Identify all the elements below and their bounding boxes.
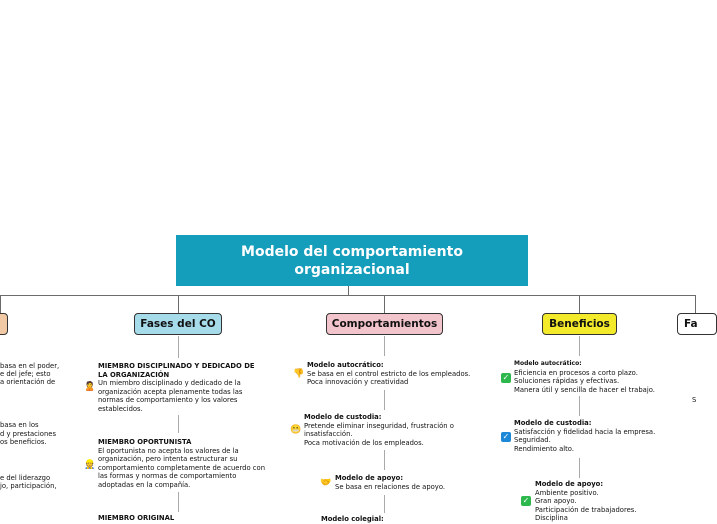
beneficio-node-1[interactable]: Modelo autocrático: Eficiencia en procesos a corto plazo. Soluciones rápidas y efectivas. Manera útil y sencilla de hacer el trabajo. (514, 360, 655, 394)
green-check-icon: ✓ (502, 373, 510, 382)
beneficio-node-2[interactable]: Modelo de custodia: Satisfacción y fidelidad hacia la empresa. Seguridad. Rendimiento alto. (514, 419, 656, 453)
left-fragment: d y prestaciones (0, 430, 56, 438)
category-right-partial-label: Fa (684, 318, 698, 330)
ben-line-1 (579, 336, 580, 356)
ben-line-2 (579, 396, 580, 416)
comportamiento-title: Modelo autocrático: (307, 361, 384, 369)
fase-node-1[interactable]: MIEMBRO DISCIPLINADO Y DEDICADO DE LA ORGANIZACIÓN Un miembro disciplinado y dedicado de la organización acepta plenamente todas las normas de comportamiento y los valores establecidos. (98, 362, 255, 413)
connector-right (695, 295, 696, 314)
left-fragment: a orientación de (0, 378, 56, 386)
green-check-icon: ✓ (522, 496, 530, 505)
comportamiento-node-1[interactable]: Modelo autocrático: Se basa en el control estricto de los empleados. Poca innovación y creatividad (307, 361, 471, 386)
beneficio-title: Modelo autocrático: (514, 360, 582, 367)
fase-title: MIEMBRO DISCIPLINADO Y DEDICADO DE (98, 362, 255, 370)
comportamiento-title: Modelo de custodia: (304, 413, 382, 421)
left-fragment: basa en los (0, 421, 39, 429)
comportamiento-node-3[interactable]: Modelo de apoyo: Se basa en relaciones de apoyo. (335, 474, 446, 491)
comportamiento-node-2[interactable]: Modelo de custodia: Pretende eliminar inseguridad, frustración o insatisfacción. Poca motivación de los empleados. (304, 413, 454, 447)
left-fragment: e del liderazgo (0, 474, 51, 482)
handshake-icon: 🤝 (320, 478, 332, 488)
category-beneficios-label: Beneficios (549, 318, 610, 330)
person-icon: 🙎 (84, 382, 96, 392)
connector-comportamientos (384, 295, 385, 314)
root-topic[interactable] (176, 235, 528, 286)
category-fases[interactable] (134, 313, 222, 335)
fase-node-3[interactable] (98, 514, 174, 523)
comp-line-1 (384, 336, 385, 356)
category-beneficios[interactable] (542, 313, 617, 335)
left-fragment: basa en el poder, (0, 362, 60, 370)
fase-title-2: LA ORGANIZACIÓN (98, 370, 170, 379)
left-fragment: jo, participación, (0, 482, 57, 490)
category-comportamientos[interactable] (326, 313, 443, 335)
blue-check-icon: ✓ (502, 432, 510, 441)
comp-line-4 (384, 495, 385, 513)
connector-fases (178, 295, 179, 314)
category-right-partial[interactable] (677, 313, 717, 335)
beneficio-node-3[interactable]: Modelo de apoyo: Ambiente positivo. Gran apoyo. Participación de trabajadores. Disciplina (535, 480, 637, 522)
fases-line-2 (178, 415, 179, 433)
comportamiento-title: Modelo colegial: (321, 515, 384, 523)
connector-left (0, 295, 1, 314)
worried-face-icon: 😬 (290, 425, 302, 435)
connector-beneficios (579, 295, 580, 314)
fases-line-3 (178, 492, 179, 512)
comp-line-3 (384, 450, 385, 470)
category-comportamientos-label: Comportamientos (331, 318, 438, 330)
category-left-partial[interactable] (0, 313, 8, 335)
fase-node-2[interactable]: MIEMBRO OPORTUNISTA El oportunista no acepta los valores de la organización, pero intenta estructurar su comportamiento completamente de acuerdo con las formas y normas de comportamiento adoptadas en la compañía. (98, 438, 266, 489)
beneficio-title: Modelo de custodia: (514, 419, 592, 427)
right-fragment: S (692, 396, 697, 404)
comportamiento-node-4[interactable] (321, 515, 384, 524)
fase-title: MIEMBRO OPORTUNISTA (98, 438, 192, 446)
category-fases-label: Fases del CO (140, 318, 216, 330)
thumbs-down-icon: 👎 (293, 369, 305, 379)
beneficio-title: Modelo de apoyo: (535, 480, 604, 488)
left-fragment: e del jefe; esto (0, 370, 51, 378)
left-fragment: os beneficios. (0, 438, 47, 446)
comp-line-2 (384, 390, 385, 410)
worker-icon: 👷 (84, 460, 96, 470)
fases-line-1 (178, 336, 179, 358)
main-horizontal-connector (0, 295, 696, 296)
comportamiento-title: Modelo de apoyo: (335, 474, 404, 482)
ben-line-3 (579, 458, 580, 478)
fase-title: MIEMBRO ORIGINAL (98, 514, 175, 522)
root-title: Modelo del comportamiento organizacional (241, 243, 463, 278)
